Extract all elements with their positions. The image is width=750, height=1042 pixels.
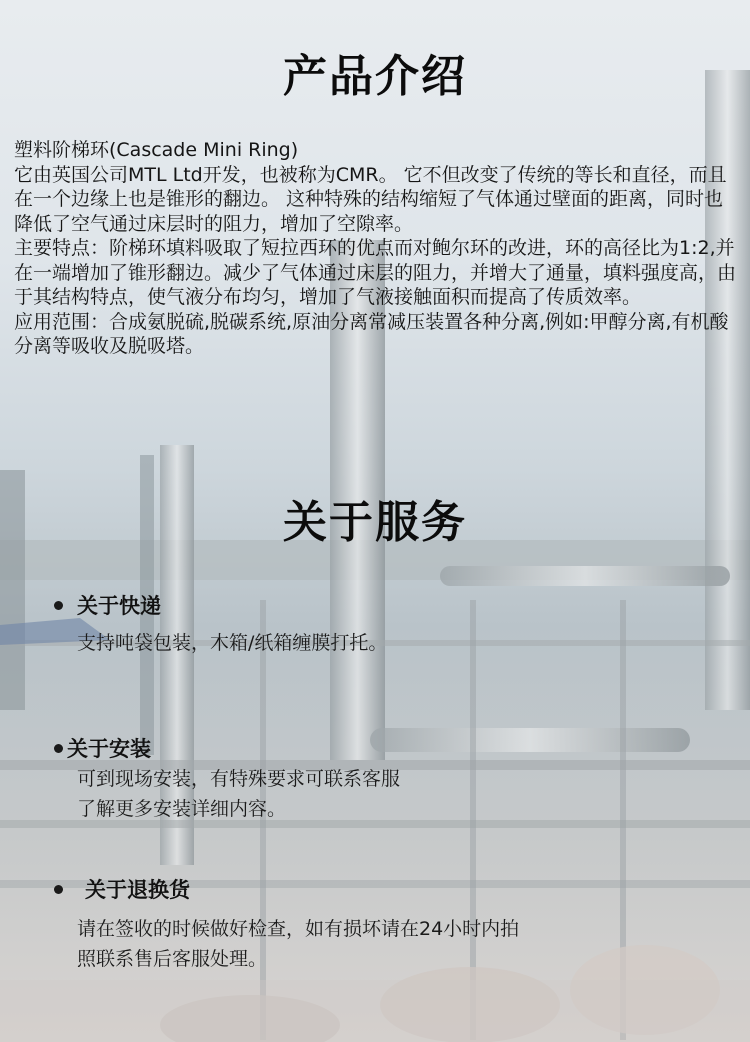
product-name-line: 塑料阶梯环(Cascade Mini Ring): [14, 139, 299, 161]
service-heading-shipping: [54, 590, 161, 620]
product-applications-paragraph: 应用范围：合成氨脱硫,脱碳系统,原油分离常减压装置各种分离,例如:甲醇分离,有机酸分离等吸收及脱吸塔。: [14, 310, 729, 357]
service-heading-returns: [54, 874, 190, 904]
bullet-icon: [54, 744, 63, 753]
service-text-shipping: [77, 628, 387, 658]
service-text-returns: [77, 914, 519, 974]
product-origin-paragraph: 它由英国公司MTL Ltd开发，也被称为CMR。 它不但改变了传统的等长和直径，而且在一个边缘上也是锥形的翻边。 这种特殊的结构缩短了气体通过壁面的距离，同时也降低了空气通过床层时的阻力，增加了空隙率。: [14, 163, 727, 235]
service-title: 关于服务: [283, 497, 467, 548]
product-features-paragraph: 主要特点：阶梯环填料吸取了短拉西环的优点而对鲍尔环的改进，环的高径比为1:2,并在一端增加了锥形翻边。减少了气体通过床层的阻力，并增大了通量，填料强度高，由于其结构特点，使气液分布均匀，增加了气液接触面积而提高了传质效率。: [14, 237, 737, 308]
service-heading-text: 关于退换货: [85, 878, 190, 902]
service-text-line: 请在签收的时候做好检查，如有损坏请在24小时内拍: [77, 918, 520, 940]
service-heading-installation: [54, 733, 151, 763]
product-intro-title: 产品介绍: [283, 51, 467, 102]
product-description: [14, 138, 740, 359]
service-heading-text: 关于快递: [77, 594, 161, 618]
service-text-line: 可到现场安装，有特殊要求可联系客服: [77, 768, 401, 790]
service-text-line: 了解更多安装详细内容。: [77, 798, 287, 820]
service-text-installation: [77, 764, 400, 824]
bullet-icon: [54, 885, 63, 894]
service-text-line: 支持吨袋包装，木箱/纸箱缠膜打托。: [77, 632, 388, 654]
service-text-line: 照联系售后客服处理。: [77, 948, 268, 970]
bullet-icon: [54, 601, 63, 610]
service-heading-text: 关于安装: [67, 737, 151, 761]
